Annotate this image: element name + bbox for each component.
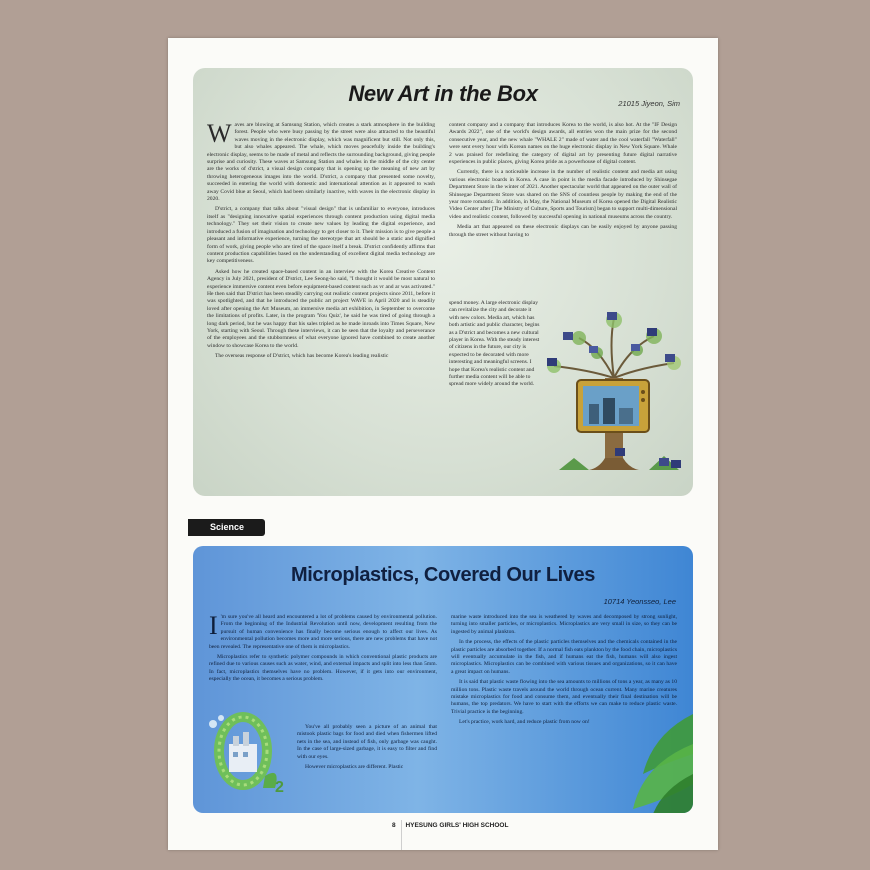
- school-name: HYESUNG GIRLS' HIGH SCHOOL: [405, 822, 509, 829]
- art-article-title: New Art in the Box: [348, 81, 538, 106]
- science-left-column: [209, 611, 437, 684]
- art-paragraph: aves are blowing at Samsung Station, which creates a stark atmosphere in the building forest. People who were busy passing by the street were also attracted to the beautiful waves moving in the electronic display, which was magnificent but still. Not only this, but also whales appeared. The whale, which moves peacefully inside the building's electronic display, seems to be made of metal and reflects the surrounding background, giving people surprise and curiosity. These waves at Samsung Station and whales in the middle of the city center are the works of d'strict, a visual design company that is opening up the meaning of new art by throwing heterogeneous images into the world. D'strict, a company that presented some novelty, succeeded in entering the world with domestic and international attention as it appeared to wash away Covid blue at Seoul, which had been similarly inactive, with waves in the electronic display in 2020.: [207, 122, 435, 203]
- science-section-tab: Science: [188, 519, 265, 536]
- art-byline: 21015 Jiyeon, Sim: [618, 99, 680, 108]
- tree-canopy: [547, 312, 681, 378]
- media-tree-illustration: [539, 308, 689, 473]
- science-right-column: [451, 614, 677, 730]
- art-article-panel: [193, 68, 693, 496]
- art-paragraph: The overseas response of D'strict, which has become Korea's leading realistic: [215, 353, 389, 360]
- science-paragraph: However microplastics are different. Plastic: [305, 764, 404, 771]
- science-wrap-column: [297, 724, 437, 774]
- art-paragraph: spend money. A large electronic display can revitalize the city and decorate it with new colors. Media art, which has both artistic and public character, begins as a D'strict and becomes a new cultural player in Korea. With the steady interest of citizens in the future, our city is expected to be decorated with more interesting and meaningful screens. I hope that Korea's realistic content and further media content will be able to spread more widely around the world.: [449, 300, 540, 388]
- science-dropcap: I: [209, 611, 218, 640]
- art-left-column: [207, 119, 435, 364]
- art-paragraph: Media art that appeared on these electronic displays can be easily enjoyed by anyone passing through the street without having to: [449, 224, 677, 238]
- art-paragraph: Currently, there is a noticeable increase in the number of realistic content and media art using various electronic boards in Korea. A case in point is the media facade introduced by Shinsegae Department Store in the winter of 2021. Another spectacular world that appeared on the outer wall of Shinsegae Department Store was shared on the SNS of countless people by making the end of the year more romantic. In addition, in May, the National Museum of Korea opened the Digital Realistic Video Center after [The Ministry of Culture, Sports and Tourism] began to support multi-dimensional video and realistic content, followed by successful opening in national museums across the country.: [449, 169, 677, 220]
- science-article-panel: [193, 546, 693, 813]
- science-paragraph: Microplastics refer to synthetic polymer compounds in which conventional plastic products are refined due to various causes such as water, wind, and external impacts and split into less than 5mm. In fact, microplastics themselves have no problem. However, if it gets into our environment, especially the ocean, it becomes a serious problem.: [209, 654, 437, 683]
- tv-screen-icon: [577, 380, 649, 432]
- co2-recycling-illustration: [203, 696, 293, 796]
- science-paragraph: Let's practice, work hard, and reduce plastic from now on!: [459, 719, 590, 726]
- art-wrap-column: [449, 300, 541, 392]
- science-paragraph: You've all probably seen a picture of an animal that mistook plastic bags for food and died when fishermen lifted nets in the sea, and instead of fish, only garbage was caught. In the case of large-sized garbage, it is easy to filter and find with our eyes.: [297, 724, 437, 760]
- science-article-title: Microplastics, Covered Our Lives: [291, 564, 595, 586]
- page-footer: [392, 822, 508, 829]
- science-byline: 10714 Yeonsseo, Lee: [603, 597, 676, 606]
- science-paragraph: It is said that plastic waste flowing into the sea amounts to millions of tons a year, as many as 10 million tons. Plastic waste travels around the world through ocean current. Many marine creatures mistake microplastics for food and consume them, and eventually their final destination will be humans, the top predators. We have to start with the efforts we can make to reduce plastic waste. Trivial practice is the beginning.: [451, 679, 677, 715]
- art-right-column: [449, 122, 677, 239]
- art-paragraph: Asked how he created space-based content in an interview with the Korea Creative Content Agency in July 2021, president of D'strict, Lee Seong-ho said, "I thought it would be most natural to experience immersive content even before equipment-based content such as vr and ar was activated." He then said that D'strict has been steadily carrying out realistic content projects since 2011, before it was spotlighted, and that he introduced the public art project WAVE in April 2020 and is steadily loved after opening the Art Museum, an immersive media art exhibition, in September to overcome the limitations of profits. Later, in the program 'You Quiz', he said he was tired of going through a long dark period, but he was happy that his sales tripled as he made inroads into Times Square, New York, starting with Seoul. Through these interviews, it can be seen that the loyalty and perseverance of the employees and the stubbornness of what everyone ignored have combined to create another window to showcase Korea to the world.: [207, 268, 435, 349]
- science-paragraph: marine waste introduced into the sea is weathered by waves and decomposed by strong sunlight, turning into smaller particles, or microplastics. Microplastics are very small in size, so they can be ingested by animal plankton.: [451, 614, 677, 635]
- svg-text:2: 2: [275, 779, 284, 796]
- art-paragraph: D'strict, a company that talks about "visual design" that is unfamiliar to everyone, introduces itself as "designing innovative spatial experiences through content production using digital media technology." They set their vision to create new values by leading the digital experience, and introduced a fusion of imagination and technology to get closer to it. Their mission is to give people a pleasant and informative experience, turning the stereotype that art should be a static and dignified form of work, giving people who are tired of the space itself a break. D'strict confidently affirms that content production capabilities based on the understanding of excellent digital media technology are key competitiveness.: [207, 206, 435, 265]
- page-number: 8: [392, 822, 396, 829]
- art-paragraph: content company and a company that introduces Korea to the world, is also hot. At the "IF Design Awards 2022", one of the world's design awards, all entries won the main prize for the second consecutive year, and the new whale "WHALE 2" made of water and the cool waterfall "Waterfall" were sent every hour with Korean names on the huge electronic display in New York Square. Whale 2 was praised for redefining the category of digital art by presenting future digital narrative experiences in public places, giving Korea pride as a powerhouse of digital content.: [449, 122, 677, 166]
- science-paragraph: In the process, the effects of the plastic particles themselves and the chemicals contained in the plastic particles are absorbed together. If a normal fish eats plankton by the food chain, microplastics will eventually accumulate in the fish, and if humans eat the fish, humans will also ingest microplastics. Microplastics can be combined with various tissues and organizations, so it can have a great impact on humans.: [451, 639, 677, 675]
- science-paragraph: 'm sure you've all heard and encountered a lot of problems caused by environmental pollution. From the beginning of the Industrial Revolution until now, development resulting from the pursuit of human convenience has finally become serious enough to affect our lives. As environmental pollution becomes more and more serious, there are new problems that have not been revealed. The representative one of them is microplastics.: [209, 614, 437, 650]
- art-dropcap: W: [207, 119, 232, 148]
- leaf-decoration: [623, 714, 693, 813]
